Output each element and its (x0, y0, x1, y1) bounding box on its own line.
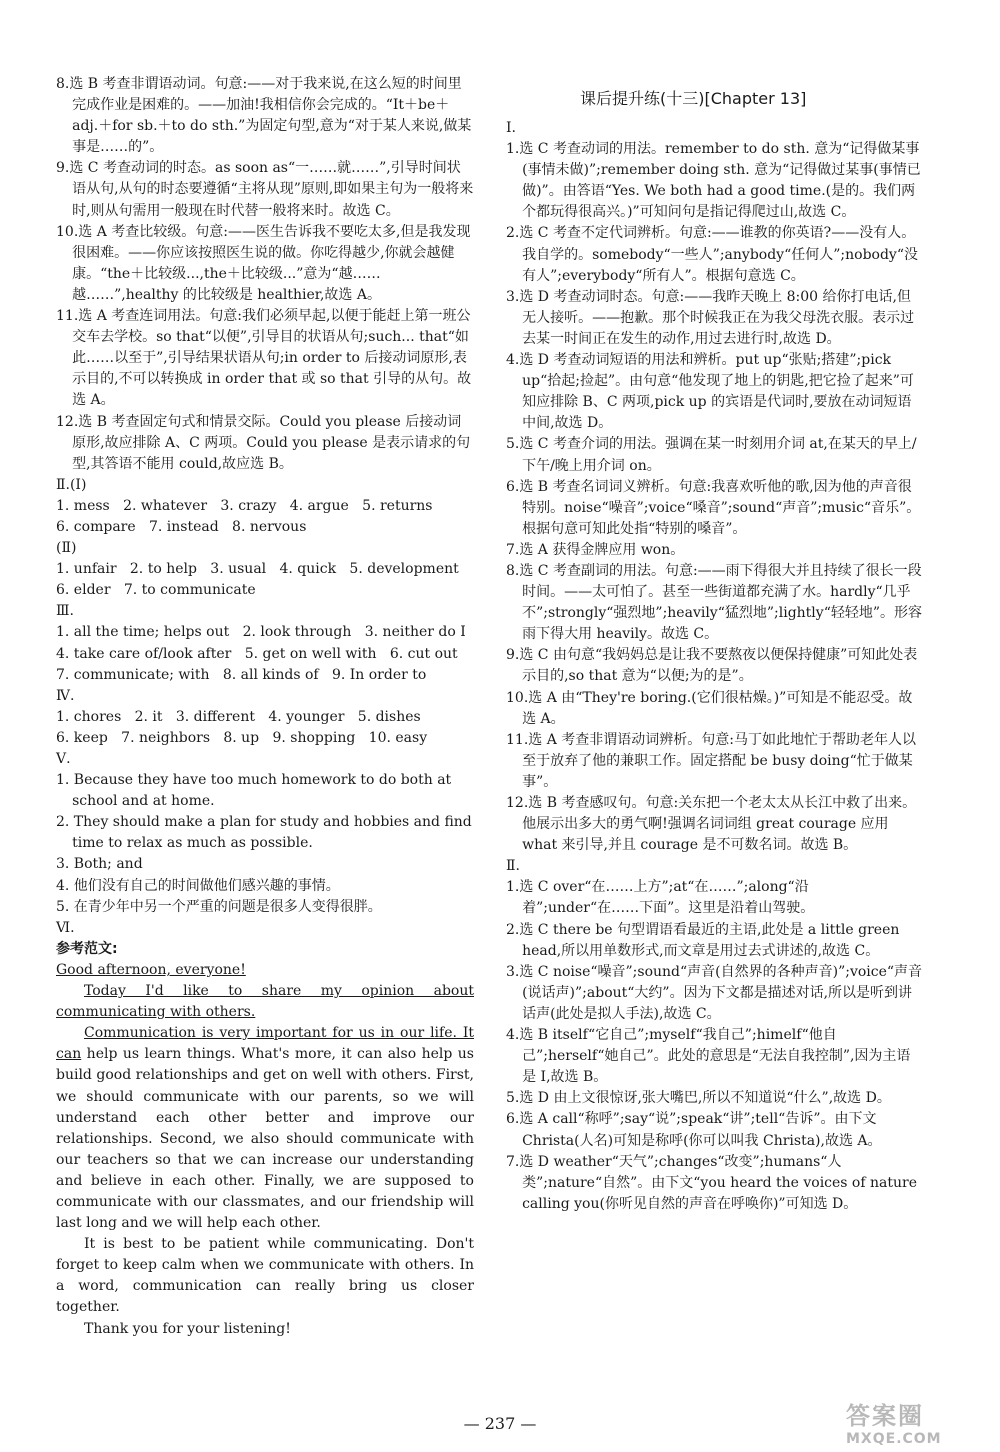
essay-greeting: Good afternoon, everyone! (56, 961, 246, 978)
answer-item: 1.选 C over“在……上方”;at“在……”;along“沿着”;under“在……下面”。这里是沿着山驾驶。 (506, 879, 815, 917)
answer-line: Ⅳ. (56, 687, 75, 704)
page-number: — 237 — (463, 1414, 537, 1433)
answer-item: 8.选 B 考查非谓语动词。句意:——对于我来说,在这么短的时间里完成作业是困难的。——加油!我相信你会完成的。“It＋be＋adj.＋for sb.＋to do sth.”为固定句型,意为“对于某人来说,做某事是……的”。 (56, 76, 472, 156)
answer-item: 7.选 A 获得金牌应用 won。 (506, 541, 685, 558)
section-title: 课后提升练(十三)[Chapter 13] (580, 89, 807, 108)
answer-item: 3.选 D 考查动词时态。句意:——我昨天晚上 8:00 给你打电话,但无人接听。——抱歉。那个时候我正在为我父母洗衣服。表示过去某一时间正在发生的动作,用过去进行时,故选 D。 (506, 288, 915, 347)
answer-item: 6.选 A call“称呼”;say“说”;speak“讲”;tell“告诉”。由下文 Christa(人名)可知是称呼(你可以叫我 Christa),故选 A。 (506, 1111, 882, 1149)
answer-item: 1.选 C 考查动词的用法。remember to do sth. 意为“记得做某事(事情未做)”;remember doing sth. 意为“记得做过某事(事情已做)”。由答语“Yes. We both had a good time.(是的。我们两个都玩得很高兴。)”可知问句是指记得爬过山,故选 C。 (506, 141, 921, 221)
watermark-logo: 答案圈 (846, 1402, 924, 1430)
answer-line: 6. keep 7. neighbors 8. up 9. shopping 10. easy (56, 729, 428, 746)
sentence-answer: 3. Both; and (56, 856, 143, 873)
answer-item: 12.选 B 考查感叹句。句意:关东把一个老太太从长江中救了出来。他展示出多大的勇气啊!强调名词词组 great courage 应用 what 来引导,并且 courage 是不可数名词。故选 B。 (506, 795, 917, 854)
sentence-answer: 4. 他们没有自己的时间做他们感兴趣的事情。 (56, 877, 340, 894)
answer-item: 6.选 B 考查名词词义辨析。句意:我喜欢听他的歌,因为他的声音很特别。noise“噪音”;voice“嗓音”;sound“声音”;music“音乐”。根据句意可知此处指“特别的嗓音”。 (506, 478, 921, 537)
answer-item: 5.选 C 考查介词的用法。强调在某一时刻用介词 at,在某天的早上/下午/晚上用介词 on。 (506, 436, 917, 474)
answer-line: 1. mess 2. whatever 3. crazy 4. argue 5. returns (56, 497, 433, 514)
essay-paragraph-1 (56, 1023, 474, 1234)
answer-item: 8.选 C 考查副词的用法。句意:——雨下得很大并且持续了很长一段时间。——太可怕了。甚至一些街道都充满了水。hardly“几乎不”;strongly“强烈地”;heavily“猛烈地”;lightly“轻轻地”。形容雨下得大用 heavily。故选 C。 (506, 562, 923, 643)
answer-line: 4. take care of/look after 5. get on well with 6. cut out (56, 645, 458, 662)
sentence-answer: 1. Because they have too much homework to do both at school and at home. (56, 772, 452, 810)
answer-item: 2.选 C there be 句型谓语看最近的主语,此处是 a little green head,所以用单数形式,而文章是用过去式讲述的,故选 C。 (506, 921, 900, 959)
answer-item: 9.选 C 由句意“我妈妈总是让我不要熬夜以便保持健康”可知此处表示目的,so that 意为“以便;为的是”。 (506, 647, 918, 685)
answer-line: 7. communicate; with 8. all kinds of 9. In order to (56, 666, 427, 683)
essay-label: 参考范文: (56, 940, 118, 957)
answer-item: 10.选 A 由“They're boring.(它们很枯燥。)”可知是不能忍受。故选 A。 (506, 689, 913, 727)
essay-paragraph-2: It is best to be patient while communicating. Don't forget to keep calm when we communicate with others. In a word, communication can really bring us closer together. (56, 1236, 474, 1316)
answer-item: 9.选 C 考查动词的时态。as soon as“一……就……”,引导时间状语从句,从句的时态要遵循“主将从现”原则,即如果主句为一般将来时,则从句需用一般现在时代替一般将来时。故选 C。 (56, 160, 474, 219)
answer-item: 4.选 D 考查动词短语的用法和辨析。put up“张贴;搭建”;pick up“拾起;捡起”。由句意“他发现了地上的钥匙,把它捡了起来”可知应排除 B、C 两项,pick up 的宾语是代词时,要放在动词短语中间,故选 D。 (506, 352, 914, 432)
answer-item: 12.选 B 考查固定句式和情景交际。Could you please 后接动词原形,故应排除 A、C 两项。Could you please 是表示请求的句型,其答语不能用 could,故应选 B。 (56, 413, 471, 472)
section-two-label: Ⅱ. (506, 858, 520, 875)
answer-line: 6. compare 7. instead 8. nervous (56, 518, 307, 535)
answer-item: 11.选 A 考查连词用法。句意:我们必须早起,以便于能赶上第一班公交车去学校。so that“以便”,引导目的状语从句;such... that“如此……以至于”,引导结果状语从句;in order to 后接动词原形,表示目的,不可以转换成 in order that 或 so that 引导的从句。故选 A。 (56, 308, 472, 409)
answer-line: 6. elder 7. to communicate (56, 582, 256, 599)
right-column (506, 118, 924, 1215)
answer-line: 1. all the time; helps out 2. look through 3. neither do I (56, 624, 466, 641)
answer-line: 1. unfair 2. to help 3. usual 4. quick 5. development (56, 561, 459, 578)
section-six-label: Ⅵ. (56, 919, 75, 936)
answer-line: Ⅲ. (56, 603, 74, 620)
answer-item: 2.选 C 考查不定代词辨析。句意:——谁教的你英语?——没有人。我自学的。somebody“一些人”;anybody“任何人”;nobody“没有人”;everybody“所有人”。根据句意选 C。 (506, 225, 918, 284)
essay-body-text: help us learn things. What's more, it can also help us build good relationships and get on well with others. First, we should communicate with our parents, so we will understand each other better and improve our relationships. Second, we also should communicate with our teachers so that we can increase our understanding and believe in each other. Finally, we are supposed to communicate with our classmates, and our friendship will last long and we will help each other. (56, 1046, 474, 1232)
watermark-url: MXQE.COM (846, 1431, 942, 1447)
essay-underlined-sentence: Communication is very important for us in our life. It can (56, 1025, 474, 1063)
essay-intro: Today I'd like to share my opinion about communicating with others. (56, 983, 474, 1021)
answer-item: 4.选 B itself“它自己”;myself“我自己”;himelf“他自己”;herself“她自己”。此处的意思是“无法自我控制”,因为主语是 I,故选 B。 (506, 1027, 911, 1086)
answer-item: 10.选 A 考查比较级。句意:——医生告诉我不要吃太多,但是我发现很困难。——你应该按照医生说的做。你吃得越少,你就会越健康。“the＋比较级...,the＋比较级...”意为“越……越……”,healthy 的比较级是 healthier,故选 A。 (56, 223, 471, 303)
left-column (56, 74, 474, 1340)
watermark (846, 1396, 986, 1448)
answer-item: 5.选 D 由上文很惊讶,张大嘴巴,所以不知道说“什么”,故选 D。 (506, 1090, 891, 1107)
answer-line: (Ⅱ) (56, 540, 77, 557)
essay-closing: Thank you for your listening! (84, 1320, 291, 1337)
sentence-answer: 5. 在青少年中另一个严重的问题是很多人变得很胖。 (56, 898, 382, 915)
section-one-label: Ⅰ. (506, 120, 516, 136)
sentence-answer: 2. They should make a plan for study and hobbies and find time to relax as much as possible. (56, 814, 472, 852)
answer-line: Ⅱ.(Ⅰ) (56, 476, 87, 493)
answer-item: 11.选 A 考查非谓语动词辨析。句意:马丁如此地忙于帮助老年人以至于放弃了他的兼职工作。固定搭配 be busy doing“忙于做某事”。 (506, 731, 916, 790)
answer-item: 3.选 C noise“噪音”;sound“声音(自然界的各种声音)”;voice“声音(说话声)”;about“大约”。因为下文都是描述对话,所以是听到讲话声(此处是拟人手法),故选 C。 (506, 963, 923, 1022)
model-essay (56, 960, 474, 1340)
answer-line: 1. chores 2. it 3. different 4. younger 5. dishes (56, 708, 421, 725)
answer-line: Ⅴ. (56, 751, 71, 767)
answer-item: 7.选 D weather“天气”;changes“改变”;humans“人类”;nature“自然”。由下文“you heard the voices of nature calling you(你听见自然的声音在呼唤你)”可知选 D。 (506, 1153, 917, 1212)
